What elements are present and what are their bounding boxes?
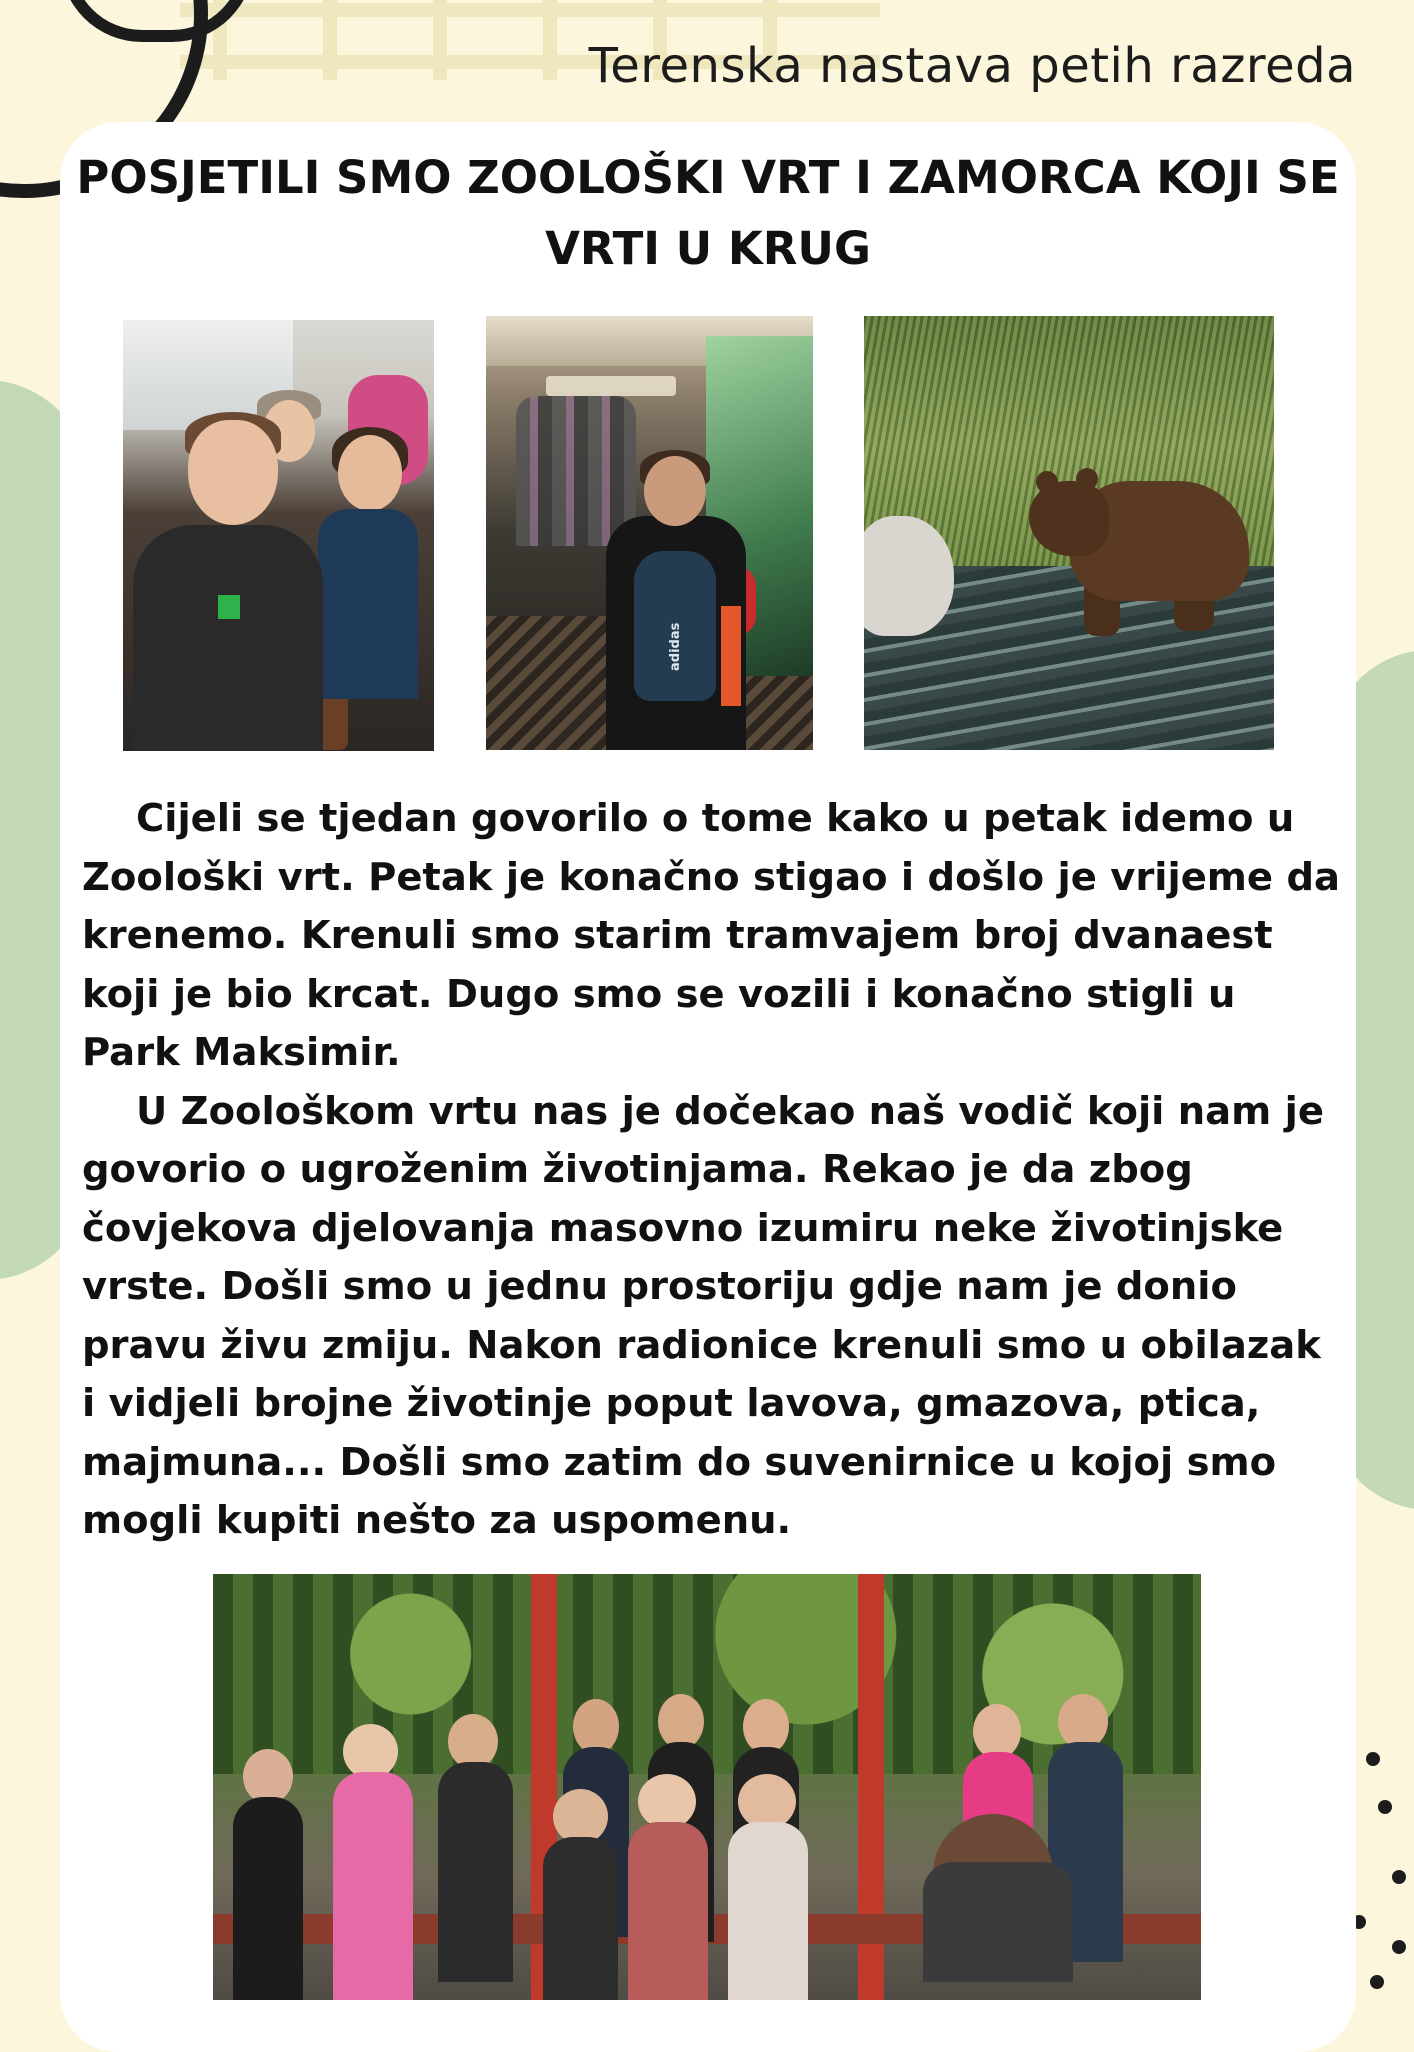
page-subtitle: Terenska nastava petih razreda [588,38,1356,94]
article-paragraph: Cijeli se tjedan govorilo o tome kako u petak idemo u Zoološki vrt. Petak je konačno stigao i došlo je vrijeme da krenemo. Krenuli smo starim tramvajem broj dvanaest koji je bio krcat. Dugo smo se vozili i konačno stigli u Park Maksimir. [82,796,1340,1075]
photo-bear [864,316,1274,750]
photo-group-pavilion [213,1574,1201,2000]
article-title: POSJETILI SMO ZOOLOŠKI VRT I ZAMORCA KOJI SE VRTI U KRUG [76,151,1340,275]
article-body [82,790,1342,1551]
article-paragraph: U Zoološkom vrtu nas je dočekao naš vodič koji nam je govorio o ugroženim životinjama. Rekao je da zbog čovjekova djelovanja masovno izumiru neke životinjske vrste. Došli smo u jednu prostoriju gdje nam je donio pravu živu zmiju. Nakon radionice krenuli smo u obilazak i vidjeli brojne životinje poput lavova, gmazova, ptica, majmuna... Došli smo zatim do suvenirnice u kojoj smo mogli kupiti nešto za uspomenu. [82,1088,1324,1543]
photo-terrarium-corridor [486,316,813,750]
backpack [634,551,716,701]
backpack-brand-text: adidas [668,622,683,671]
photo-tram-kids [123,320,434,751]
